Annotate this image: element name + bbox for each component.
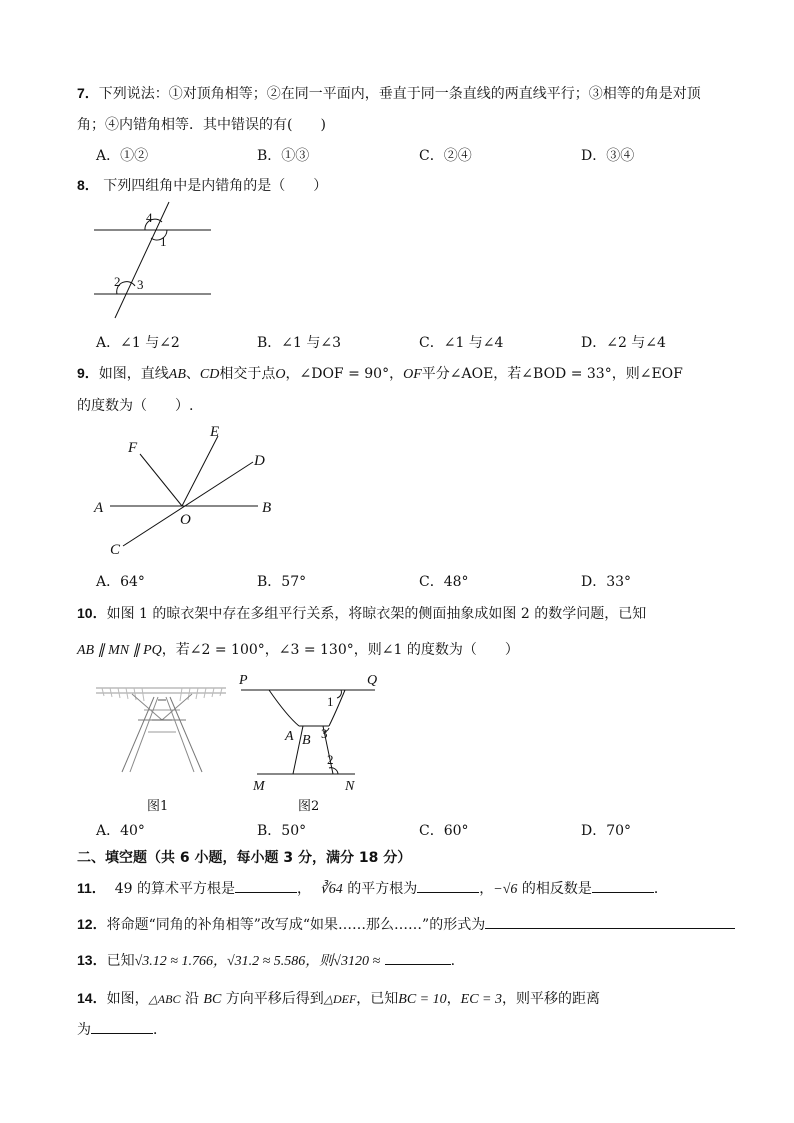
question-number: 9． <box>77 365 99 381</box>
question-text: ，∠DOF = 90°， <box>285 366 404 382</box>
option-c: C．48° <box>419 574 469 590</box>
math-triangle-def: △DEF <box>323 992 357 1006</box>
option-a: A．∠1 与∠2 <box>96 335 180 351</box>
question-text: 下列说法：①对顶角相等；②在同一平面内，垂直于同一条直线的两直线平行；③相等的角是对顶 <box>98 86 701 102</box>
question-text: ， <box>296 881 311 897</box>
question-text: . <box>450 953 456 969</box>
question-text: 将命题“同角的补角相等”改写成“如果……那么……”的形式为 <box>106 917 486 933</box>
option-d: D．70° <box>581 823 632 839</box>
question-text: ． <box>153 1022 167 1038</box>
answer-blank[interactable] <box>235 878 297 893</box>
point-label-m: M <box>253 779 265 793</box>
question-11 <box>77 878 668 898</box>
option-b: B．50° <box>257 823 307 839</box>
question-10-line1 <box>77 603 646 623</box>
point-label-q: Q <box>367 673 378 688</box>
point-label-o: O <box>180 512 191 528</box>
question-text: 的平方根为 <box>347 881 418 897</box>
point-label-b: B <box>302 733 311 748</box>
math-expression: √3.12 ≈ 1.766，√31.2 ≈ 5.586，则√3120 ≈ <box>134 954 381 969</box>
point-label-n: N <box>345 779 355 793</box>
question-number: 7． <box>77 85 99 101</box>
math-cbrt64: ∛64 <box>319 882 343 897</box>
point-label-b: B <box>262 500 272 516</box>
question-10-figure-2 <box>235 668 385 793</box>
question-text: ， <box>479 881 494 897</box>
question-text: 为 <box>77 1022 91 1038</box>
question-14-line2 <box>77 1019 167 1039</box>
point-label-p: P <box>239 673 248 688</box>
question-14-line1 <box>77 988 600 1008</box>
question-text: 如图，直线 <box>98 366 169 382</box>
point-label-f: F <box>128 440 138 456</box>
math-o: O <box>275 367 286 382</box>
question-number: 11． <box>77 880 106 896</box>
option-c: C．②④ <box>419 148 472 164</box>
math-neg-sqrt6: −√6 <box>493 882 518 897</box>
question-text: 下列四组角中是内错角的是（ ） <box>103 178 328 194</box>
question-text: 、 <box>185 366 200 382</box>
question-text: 方向平移后得到 <box>225 991 324 1007</box>
point-label-a: A <box>285 729 294 744</box>
answer-blank[interactable] <box>91 1019 153 1034</box>
question-8-stem <box>77 175 327 195</box>
math-triangle-abc: △ABC <box>148 992 181 1006</box>
question-text: 49 的算术平方根是 <box>114 881 235 897</box>
drying-rack-figure <box>92 680 232 780</box>
ray-of <box>140 454 182 506</box>
option-a: A．①② <box>96 148 149 164</box>
option-a: A．64° <box>96 574 145 590</box>
point-label-a: A <box>94 500 104 516</box>
question-text: 如图， <box>106 991 149 1007</box>
option-b: B．∠1 与∠3 <box>257 335 342 351</box>
point-label-d: D <box>254 453 265 469</box>
angle-label-4: 4 <box>146 210 153 225</box>
answer-blank[interactable] <box>592 878 654 893</box>
question-7-line2 <box>77 114 326 134</box>
question-9-line2: 的度数为（ ）. <box>77 398 194 414</box>
question-text: 已知 <box>106 953 135 969</box>
question-text: 的相反数是 <box>521 881 592 897</box>
question-number: 13． <box>77 952 107 968</box>
question-text: ，则平移的距离 <box>501 991 600 1007</box>
question-text: 如图 1 的晾衣架中存在多组平行关系，将晾衣架的侧面抽象成如图 2 的数学问题，已知 <box>106 606 647 622</box>
question-8-figure <box>85 200 220 325</box>
angle-label-1: 1 <box>327 694 334 709</box>
question-9-figure <box>88 420 288 565</box>
option-d: D．∠2 与∠4 <box>581 335 666 351</box>
answer-blank[interactable] <box>417 878 479 893</box>
question-10-line2 <box>77 639 519 659</box>
answer-blank[interactable] <box>385 950 451 965</box>
math-parallel: AB ∥ MN ∥ PQ <box>77 643 162 658</box>
angle-label-2: 2 <box>327 752 334 767</box>
question-7-line1 <box>77 83 701 103</box>
math-bc-value: BC = 10 <box>398 992 447 1007</box>
question-text: ，已知 <box>356 991 399 1007</box>
question-number: 14． <box>77 990 107 1006</box>
ray-oe <box>182 436 218 506</box>
question-text: ，若∠2 = 100°，∠3 = 130°，则∠1 的度数为（ ） <box>161 642 519 658</box>
question-text: 沿 <box>184 991 199 1007</box>
answer-blank[interactable] <box>485 914 735 929</box>
line-cd <box>123 462 253 546</box>
math-ec-value: EC = 3 <box>460 992 502 1007</box>
option-d: D．③④ <box>581 148 635 164</box>
math-of: OF <box>403 367 422 382</box>
question-9-line1 <box>77 363 683 383</box>
figure-1-caption: 图1 <box>147 799 169 814</box>
question-text: ． <box>653 881 668 897</box>
point-label-e: E <box>210 424 220 440</box>
question-12 <box>77 914 735 934</box>
math-cd: CD <box>199 367 220 382</box>
math-ab: AB <box>168 367 186 382</box>
math-bc: BC <box>203 992 222 1007</box>
point-label-c: C <box>110 542 121 558</box>
angle-label-2: 2 <box>114 274 121 289</box>
figure-2-caption: 图2 <box>298 799 320 814</box>
question-text: 角；④内错角相等．其中错误的有( ) <box>77 117 326 133</box>
option-c: C．∠1 与∠4 <box>419 335 504 351</box>
option-a: A．40° <box>96 823 145 839</box>
section-2-heading: 二、填空题（共 6 小题，每小题 3 分，满分 18 分） <box>77 850 412 866</box>
option-b: B．57° <box>257 574 307 590</box>
question-number: 12． <box>77 916 107 932</box>
question-number: 8． <box>77 177 99 193</box>
angle-label-1: 1 <box>160 234 167 249</box>
angle-label-3: 3 <box>321 726 328 741</box>
option-b: B．①③ <box>257 148 310 164</box>
question-number: 10． <box>77 605 107 621</box>
question-13 <box>77 950 455 970</box>
question-text: 平分∠AOE，若∠BOD = 33°，则∠EOF <box>421 366 683 382</box>
option-d: D．33° <box>581 574 632 590</box>
question-text: 相交于点 <box>219 366 276 382</box>
angle-label-3: 3 <box>137 277 144 292</box>
question-text: ， <box>446 991 461 1007</box>
option-c: C．60° <box>419 823 469 839</box>
transversal-line <box>115 202 169 318</box>
